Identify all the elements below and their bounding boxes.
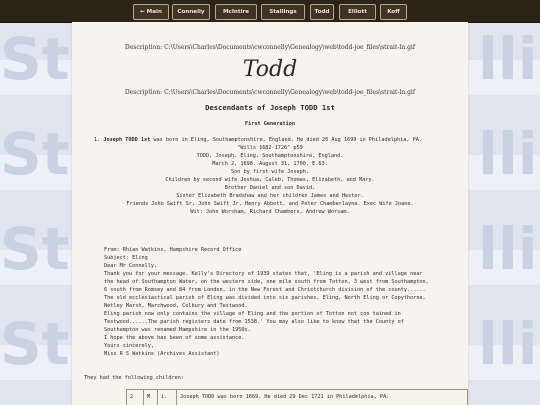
- letter-line: the head of Southampton Water, on the western side, one mile south from Totton, 3 west from Southampton,: [104, 279, 429, 285]
- entry-intro: was born in Eling, Southamptonshire, England. He died 20 Aug 1699 in Philadelphia, PA.: [150, 137, 422, 143]
- child-number: 2: [130, 394, 134, 400]
- entry-number: 1.: [94, 137, 101, 143]
- letter-line: Testwood......The parish registers date from 1538.' You may also like to know that the County of: [104, 319, 404, 325]
- letter-line: Thank you for your message. Kelly's Directory of 1939 states that, 'Eling is a parish and village near: [104, 271, 423, 277]
- nav-link-stallings[interactable]: Stallings: [261, 4, 305, 20]
- watermark-text: St: [0, 310, 70, 378]
- will-line: Children by second wife Joshua, Caleb, Thomas, Elizabeth, and Mary.: [165, 177, 375, 183]
- letter-line: Yours sincerely,: [104, 343, 154, 349]
- page-title: Todd: [242, 57, 298, 82]
- watermark-text: lli: [478, 120, 538, 188]
- nav-link-elliott[interactable]: Elliott: [339, 4, 376, 20]
- watermark-text: St: [0, 25, 70, 93]
- will-line: March 2, 1698. August 31, 1700. E.63.: [212, 161, 328, 167]
- letter-line: 6 south from Romsey and 84 from London, in the New Forest and Christchurch division of the county......: [104, 287, 426, 293]
- will-line: Brother Daniel and son David.: [224, 185, 316, 191]
- child-roman: i.: [161, 394, 168, 400]
- entry-first-line: [94, 136, 422, 144]
- letter-line: Subject: Eling: [104, 255, 148, 261]
- nav-link-mcintire[interactable]: McIntire: [215, 4, 257, 20]
- child-text: Joseph TODD was born 1669. He died 29 Dec 1721 in Philadelphia, PA.: [180, 394, 390, 400]
- letter-block: [104, 246, 464, 358]
- divider-image-alt: Description: C:\Users\Charles\Documents\cwconnelly\Genealogy\web\todd-joe_files\strait-ln.gif: [124, 89, 416, 96]
- will-notes: [72, 144, 468, 216]
- nav-bar: [0, 0, 540, 23]
- letter-line: From: Rhian Watkins, Hampshire Record Office: [104, 247, 242, 253]
- person-name: Joseph TODD 1st: [103, 137, 151, 143]
- children-table: [126, 389, 468, 405]
- will-line: TODD, Joseph. Eling, Southamptonshire, England.: [196, 153, 344, 159]
- letter-line: The old ecclesiastical parish of Eling was divided into six parishes, Eling, North Eling or Copythorne,: [104, 295, 426, 301]
- letter-line: Miss R S Watkins (Archives Assistant): [104, 351, 220, 357]
- generation-heading: First Generation: [245, 121, 295, 127]
- nav-link-koff[interactable]: Koff: [380, 4, 407, 20]
- child-number-cell: [127, 390, 144, 405]
- watermark-text: lli: [478, 25, 538, 93]
- letter-line: I hope the above has been of some assistance.: [104, 335, 245, 341]
- nav-link-main[interactable]: ← Main: [133, 4, 169, 20]
- divider-image-alt: Description: C:\Users\Charles\Documents\cwconnelly\Genealogy\web\todd-joe_files\strait-ln.gif: [124, 44, 416, 51]
- nav-link-connelly[interactable]: Connelly: [172, 4, 210, 20]
- letter-line: Southampton was renamed Hampshire in the 1950s.: [104, 327, 251, 333]
- nav-link-todd[interactable]: Todd: [310, 4, 334, 20]
- will-line: Sister Elizabeth Bradshaw and her children James and Hester.: [176, 193, 364, 199]
- will-line: "Wills 1682-1726" p59: [237, 145, 303, 151]
- will-line: Son by first wife Joseph.: [230, 169, 310, 175]
- letter-line: Dear Mr Connelly,: [104, 263, 158, 269]
- watermark-text: lli: [478, 310, 538, 378]
- children-label: They had the following children:: [84, 375, 184, 381]
- will-line: Wit: John Worsham, Richard Chambers, Andrew Worsam.: [190, 209, 350, 215]
- letter-line: Eling parish now only contains the village of Eling and the portion of Totton not con tained in: [104, 311, 401, 317]
- watermark-text: lli: [478, 215, 538, 283]
- descendants-heading: Descendants of Joseph TODD 1st: [205, 103, 335, 112]
- child-sex-cell: [144, 390, 158, 405]
- child-sex: M: [147, 394, 151, 400]
- main-content: [72, 22, 468, 405]
- child-roman-cell: [158, 390, 177, 405]
- will-line: Friends John Swift Sr, John Swift Jr, Henry Abbott, and Peter Chamberlayne. Exec Wife Joane.: [126, 201, 414, 207]
- letter-line: Netley Marsh, Marchwood, Colbury and Testwood.: [104, 303, 248, 309]
- watermark-text: St: [0, 120, 70, 188]
- child-text-cell: [177, 390, 466, 405]
- watermark-text: St: [0, 215, 70, 283]
